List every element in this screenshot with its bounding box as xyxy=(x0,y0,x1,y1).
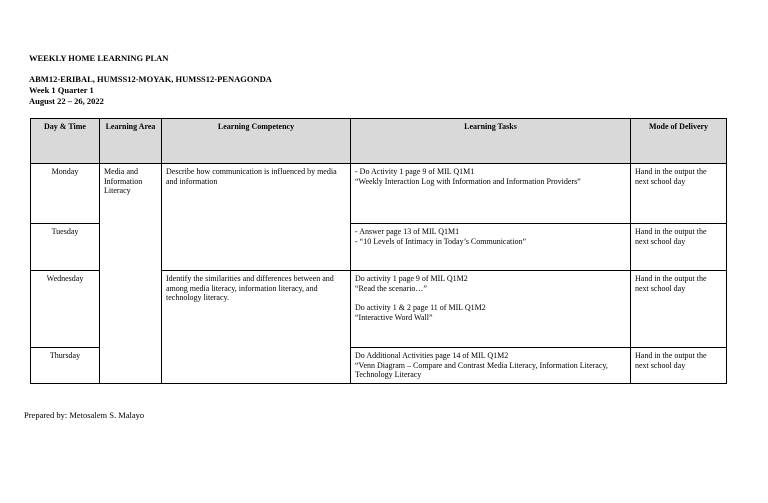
day-cell: Thursday xyxy=(31,348,100,384)
task-line: - “10 Levels of Intimacy in Today’s Communication” xyxy=(355,236,527,246)
table-row xyxy=(31,271,727,348)
header-day-time: Day & Time xyxy=(31,119,100,164)
day-cell: Monday xyxy=(31,164,100,224)
task-line: “Interactive Word Wall” xyxy=(355,312,433,322)
task-line: Do activity 1 & 2 page 11 of MIL Q1M2 xyxy=(355,303,486,312)
task-line: - Answer page 13 of MIL Q1M1 xyxy=(355,227,460,236)
competency-cell-continued xyxy=(162,224,351,271)
day-cell: Wednesday xyxy=(31,271,100,348)
mode-cell: Hand in the output the next school day xyxy=(631,271,727,348)
task-line: “Weekly Interaction Log with Information and Information Providers” xyxy=(355,176,581,186)
learning-area-cell-continued xyxy=(100,224,162,271)
header-mode-of-delivery: Mode of Delivery xyxy=(631,119,727,164)
header-learning-area: Learning Area xyxy=(100,119,162,164)
header-learning-tasks: Learning Tasks xyxy=(351,119,631,164)
table-row xyxy=(31,224,727,271)
mode-cell: Hand in the output the next school day xyxy=(631,224,727,271)
week-quarter: Week 1 Quarter 1 xyxy=(29,85,94,95)
table-row xyxy=(31,164,727,224)
competency-cell: Identify the similarities and differences between and among media literacy, information literacy, and technology literacy. xyxy=(162,271,351,348)
task-line: Do Additional Activities page 14 of MIL Q1M2 xyxy=(355,351,509,360)
task-line: - Do Activity 1 page 9 of MIL Q1M1 xyxy=(355,167,475,176)
competency-cell-continued xyxy=(162,348,351,384)
mode-cell: Hand in the output the next school day xyxy=(631,348,727,384)
learning-area-cell-continued xyxy=(100,271,162,348)
task-line: “Venn Diagram – Compare and Contrast Media Literacy, Information Literacy, Technology Literacy xyxy=(355,360,608,379)
learning-area-cell-continued xyxy=(100,348,162,384)
prepared-by: Prepared by: Metosalem S. Malayo xyxy=(24,410,145,420)
tasks-cell xyxy=(351,271,631,348)
class-sections: ABM12-ERIBAL, HUMSS12-MOYAK, HUMSS12-PENAGONDA xyxy=(29,74,272,84)
mode-cell: Hand in the output the next school day xyxy=(631,164,727,224)
task-line: Do activity 1 page 9 of MIL Q1M2 xyxy=(355,274,468,283)
tasks-cell xyxy=(351,224,631,271)
table-header-row xyxy=(31,119,727,164)
learning-plan-table xyxy=(30,118,727,384)
document-title: WEEKLY HOME LEARNING PLAN xyxy=(29,53,169,63)
task-line: “Read the scenario…” xyxy=(355,283,427,293)
tasks-cell xyxy=(351,164,631,224)
table-row xyxy=(31,348,727,384)
day-cell: Tuesday xyxy=(31,224,100,271)
tasks-cell xyxy=(351,348,631,384)
header-learning-competency: Learning Competency xyxy=(162,119,351,164)
date-range: August 22 – 26, 2022 xyxy=(29,96,104,106)
learning-area-cell: Media and Information Literacy xyxy=(100,164,162,224)
competency-cell: Describe how communication is influenced by media and information xyxy=(162,164,351,224)
